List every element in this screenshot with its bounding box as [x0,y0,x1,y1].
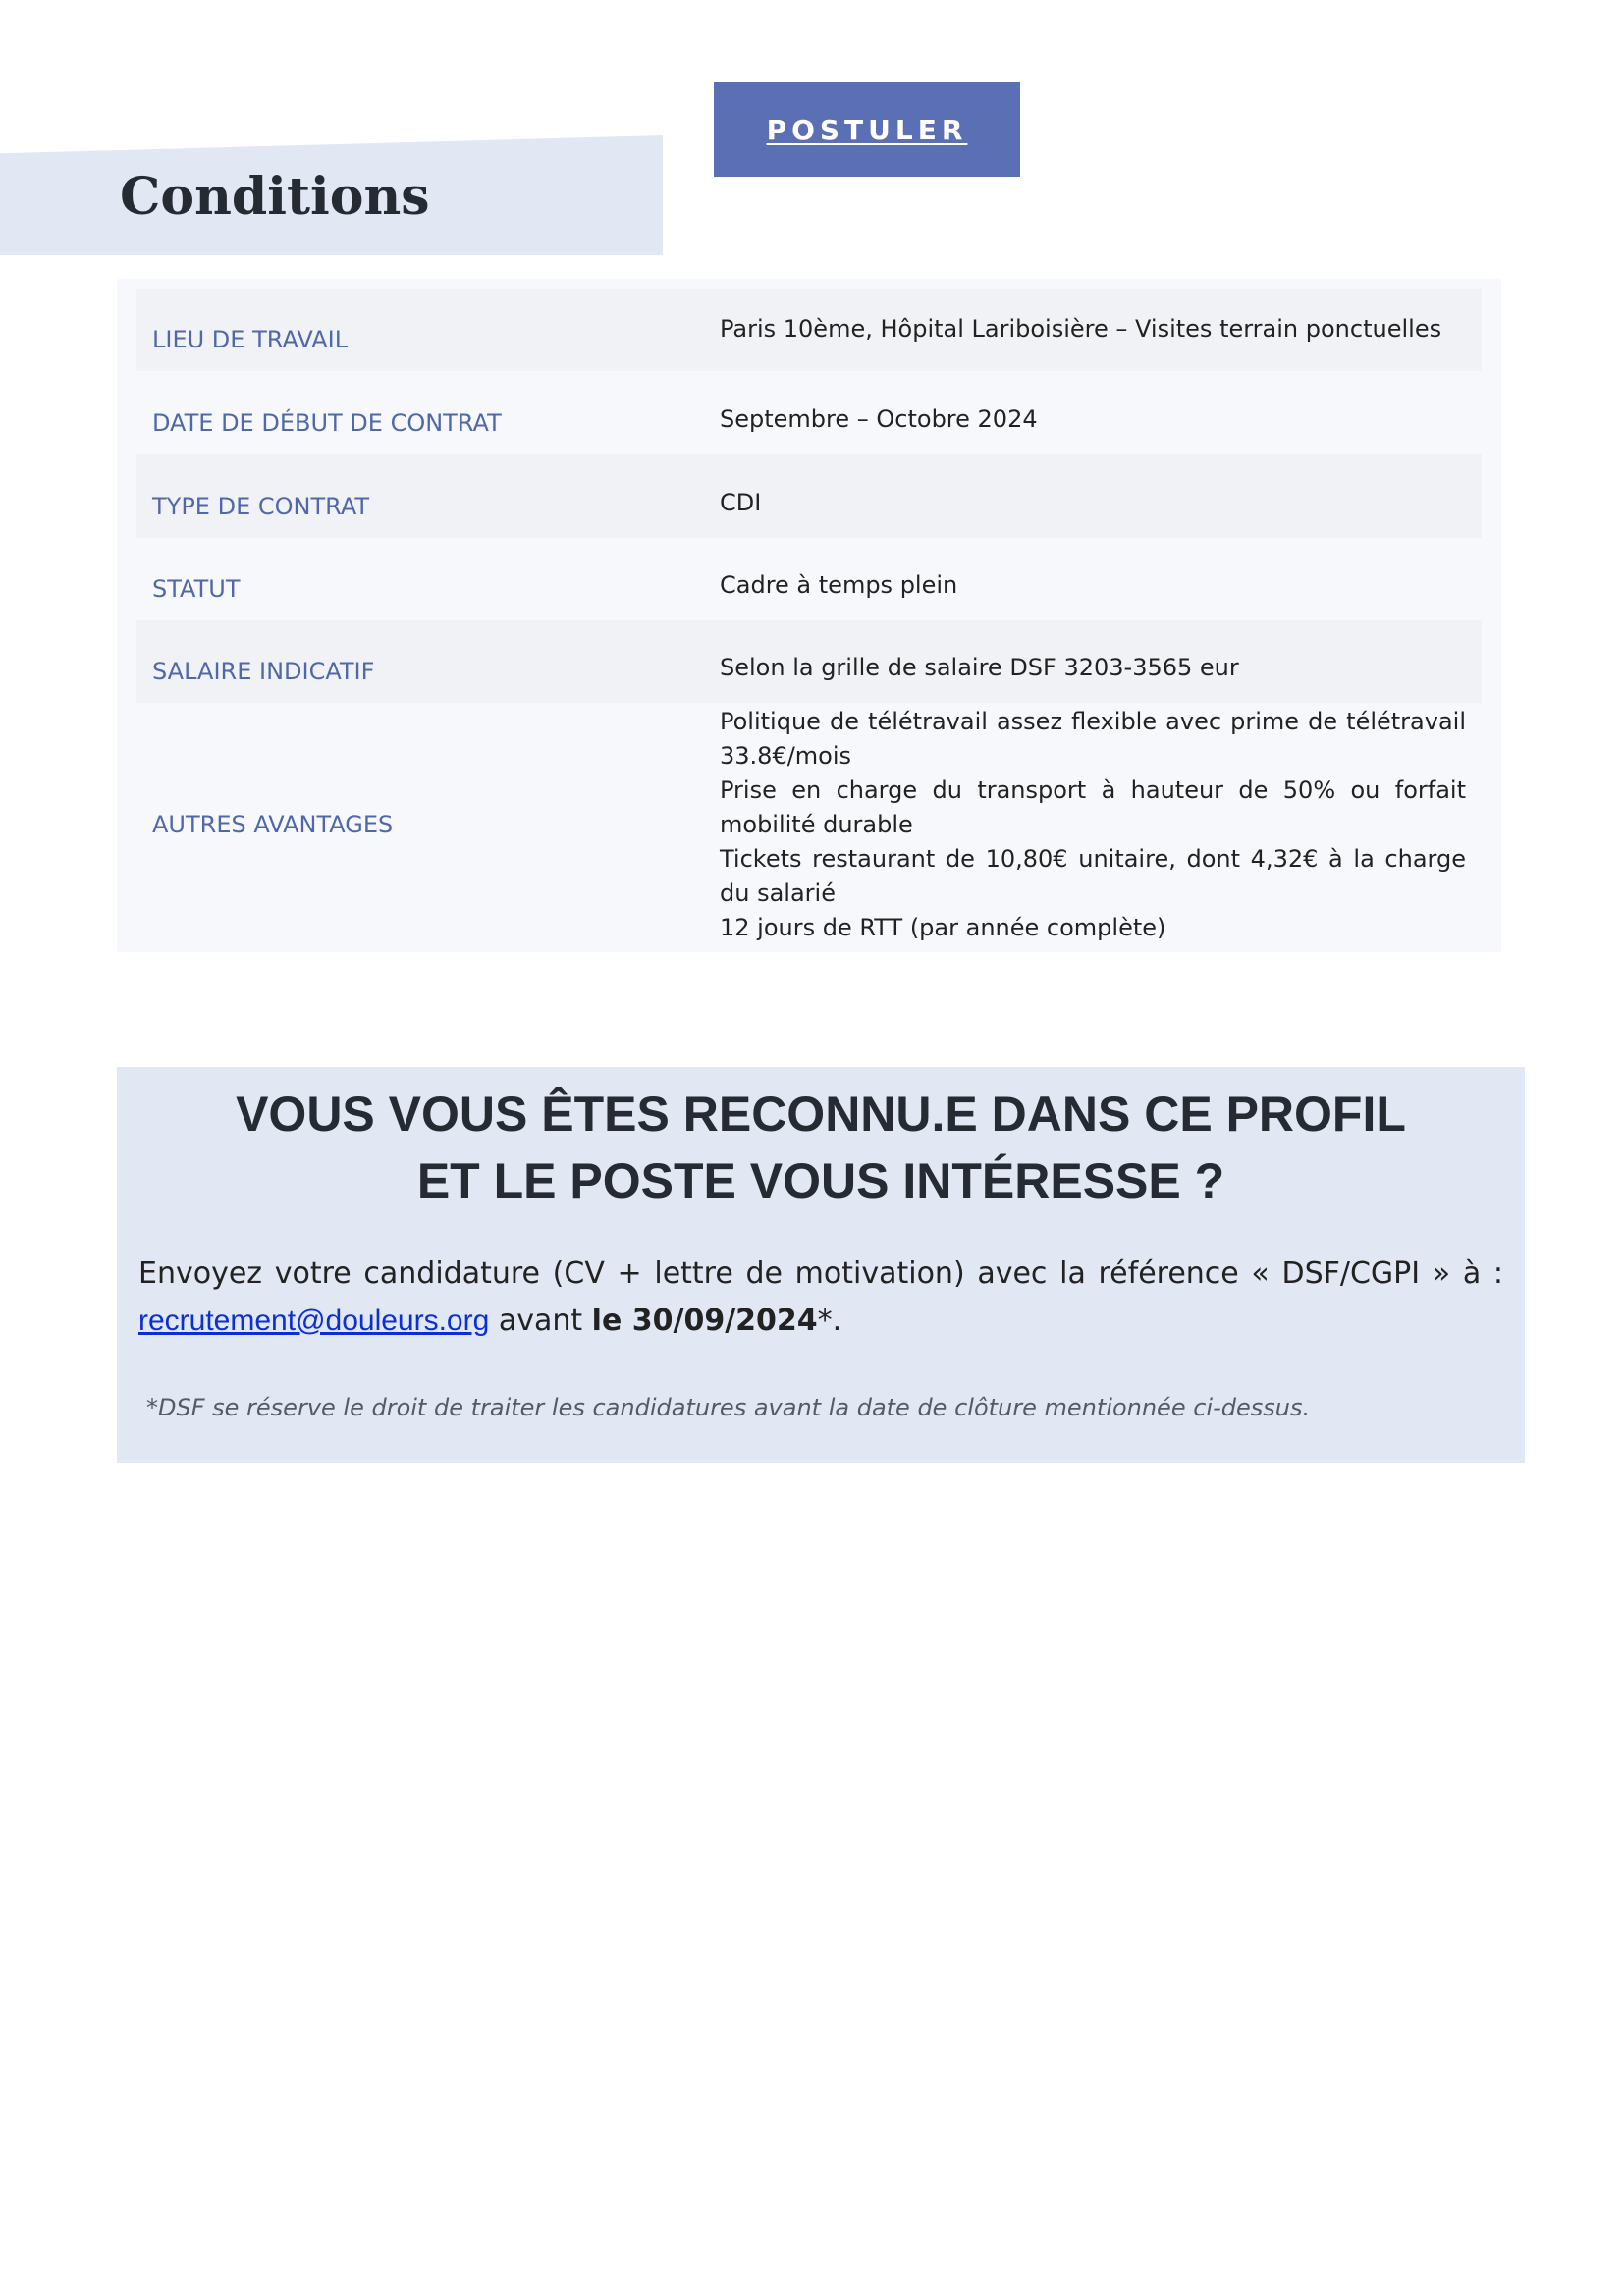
callout-heading [117,1067,1525,1214]
callout-intro: Envoyez votre candidature (CV + lettre de motivation) avec la référence « DSF/CGPI » à : [138,1256,1503,1291]
table-row [136,371,1482,454]
email-link[interactable]: recrutement@douleurs.org [138,1305,490,1337]
section-title: Conditions [120,167,430,227]
benefit-line: Politique de télétravail assez flexible avec prime de télétravail 33.8€/mois [720,708,1466,770]
table-row [136,538,1482,620]
condition-label: DATE DE DÉBUT DE CONTRAT [152,409,502,437]
condition-label: AUTRES AVANTAGES [152,811,394,838]
callout-heading-line-1: VOUS VOUS ÊTES RECONNU.E DANS CE PROFIL [236,1087,1406,1142]
table-row [136,703,1482,946]
condition-value: Paris 10ème, Hôpital Lariboisière – Visites terrain ponctuelles [720,315,1442,343]
condition-value-list [720,703,1482,945]
benefit-line: 12 jours de RTT (par année complète) [720,914,1166,941]
application-callout [117,1067,1525,1463]
callout-end: *. [817,1304,842,1338]
callout-before-date: avant [489,1304,592,1338]
callout-body [138,1251,1503,1345]
condition-value: Cadre à temps plein [720,571,958,599]
benefit-line: Prise en charge du transport à hauteur de 50% ou forfait mobilité durable [720,776,1466,838]
condition-value: Selon la grille de salaire DSF 3203-3565 eur [720,654,1239,681]
apply-button-label: POSTULER [766,113,968,146]
table-row [136,454,1482,538]
table-row [136,289,1482,371]
condition-value: CDI [720,489,762,516]
footnote: *DSF se réserve le droit de traiter les candidatures avant la date de clôture mentionnée ci-dessus. [146,1394,1311,1421]
condition-label: TYPE DE CONTRAT [152,493,370,520]
condition-label: SALAIRE INDICATIF [152,658,375,685]
deadline-date: le 30/09/2024 [591,1304,818,1338]
benefit-line: Tickets restaurant de 10,80€ unitaire, dont 4,32€ à la charge du salarié [720,845,1466,907]
condition-value: Septembre – Octobre 2024 [720,405,1038,433]
callout-heading-line-2: ET LE POSTE VOUS INTÉRESSE ? [416,1153,1225,1208]
conditions-table [117,279,1501,952]
condition-label: STATUT [152,575,241,603]
table-row [136,620,1482,703]
condition-label: LIEU DE TRAVAIL [152,326,349,353]
apply-button[interactable] [714,82,1020,177]
